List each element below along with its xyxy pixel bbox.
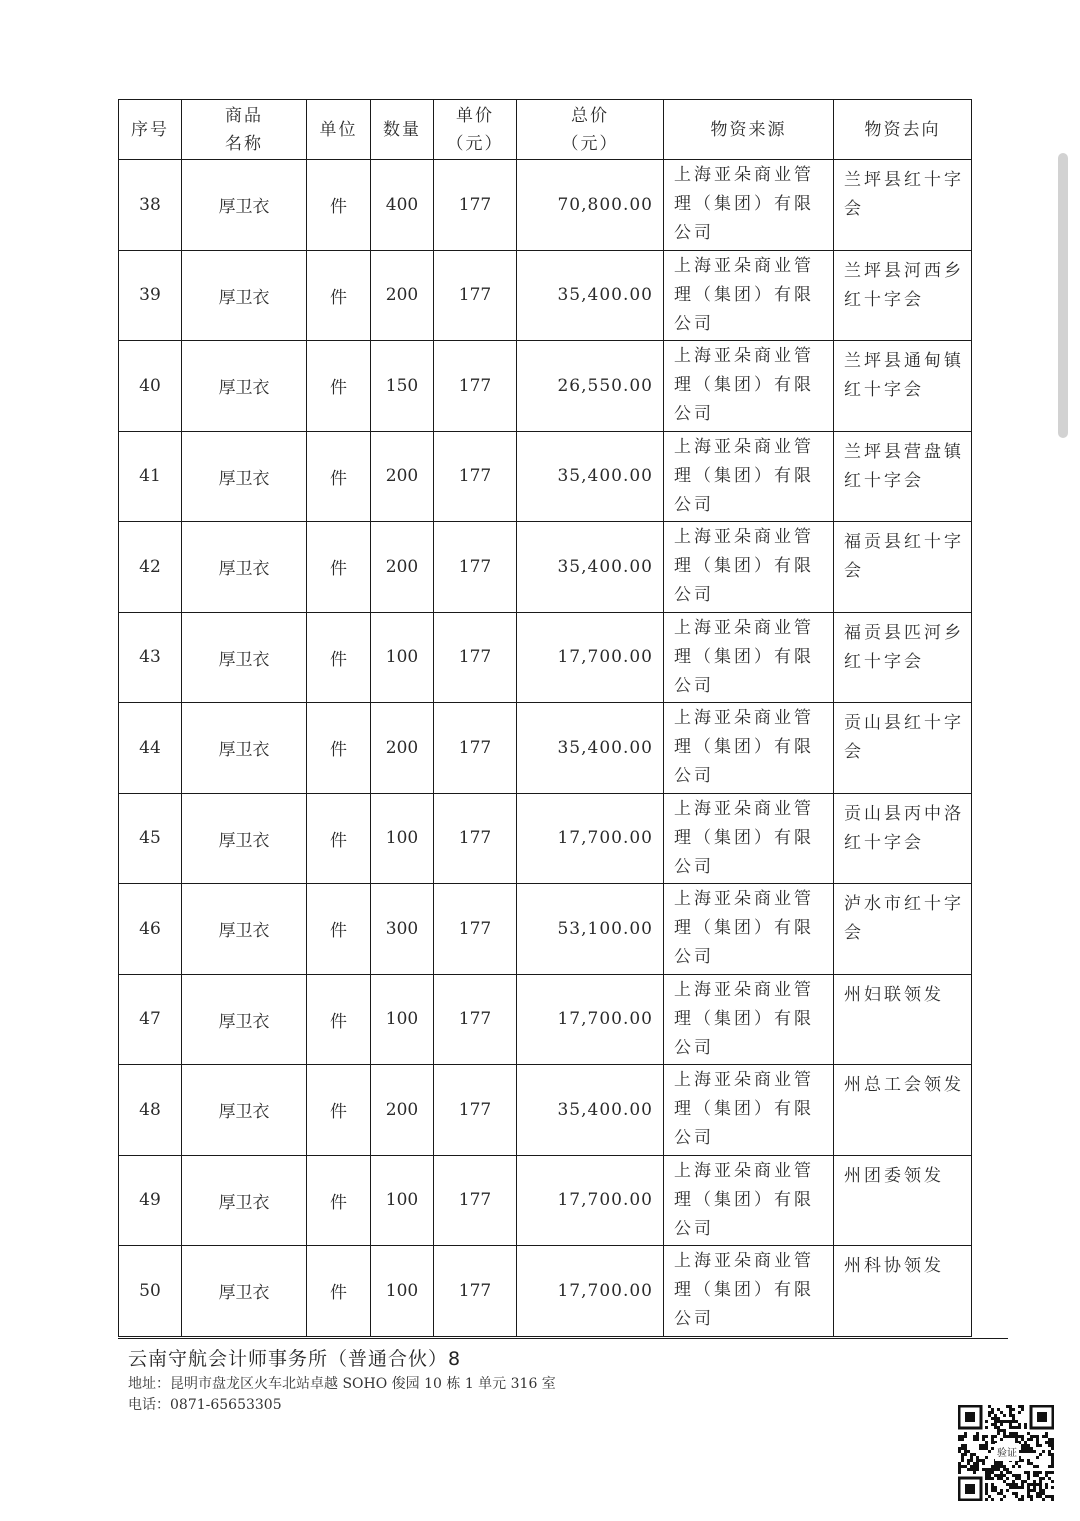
cell-qty: 200: [371, 1065, 434, 1156]
footer-divider: [118, 1338, 1008, 1339]
table-row: [119, 1065, 972, 1156]
cell-unit: 件: [307, 1065, 371, 1156]
cell-qty: 200: [371, 522, 434, 613]
cell-total: 17,700.00: [517, 793, 664, 884]
header-dest: 物资去向: [834, 100, 972, 160]
cell-dest: 州科协领发: [834, 1246, 972, 1337]
cell-unit: 件: [307, 160, 371, 251]
cell-source: 上海亚朵商业管理（集团）有限公司: [664, 793, 834, 884]
table-row: [119, 1246, 972, 1337]
header-total: 总价 （元）: [517, 100, 664, 160]
cell-source: 上海亚朵商业管理（集团）有限公司: [664, 341, 834, 432]
cell-name: 厚卫衣: [182, 160, 307, 251]
cell-unit: 件: [307, 703, 371, 794]
table-row: [119, 1155, 972, 1246]
cell-total: 35,400.00: [517, 1065, 664, 1156]
cell-seq: 50: [119, 1246, 182, 1337]
header-seq: 序号: [119, 100, 182, 160]
cell-price: 177: [434, 522, 517, 613]
cell-name: 厚卫衣: [182, 431, 307, 522]
cell-price: 177: [434, 1065, 517, 1156]
cell-seq: 40: [119, 341, 182, 432]
cell-price: 177: [434, 884, 517, 975]
cell-unit: 件: [307, 1246, 371, 1337]
cell-qty: 150: [371, 341, 434, 432]
table-body: [119, 160, 972, 1337]
cell-qty: 400: [371, 160, 434, 251]
cell-dest: 州妇联领发: [834, 974, 972, 1065]
cell-name: 厚卫衣: [182, 1246, 307, 1337]
cell-seq: 43: [119, 612, 182, 703]
cell-price: 177: [434, 703, 517, 794]
cell-total: 35,400.00: [517, 250, 664, 341]
vertical-scrollbar[interactable]: [1058, 153, 1068, 438]
cell-dest: 兰坪县红十字会: [834, 160, 972, 251]
cell-dest: 州团委领发: [834, 1155, 972, 1246]
cell-unit: 件: [307, 522, 371, 613]
cell-total: 53,100.00: [517, 884, 664, 975]
firm-phone: 电话：0871-65653305: [128, 1397, 282, 1413]
cell-qty: 100: [371, 974, 434, 1065]
cell-price: 177: [434, 160, 517, 251]
table-row: [119, 160, 972, 251]
cell-total: 35,400.00: [517, 703, 664, 794]
goods-table: [118, 99, 972, 1337]
table-row: [119, 431, 972, 522]
cell-unit: 件: [307, 793, 371, 884]
cell-price: 177: [434, 1246, 517, 1337]
cell-total: 17,700.00: [517, 1246, 664, 1337]
cell-name: 厚卫衣: [182, 341, 307, 432]
cell-source: 上海亚朵商业管理（集团）有限公司: [664, 1065, 834, 1156]
cell-dest: 兰坪县河西乡红十字会: [834, 250, 972, 341]
cell-name: 厚卫衣: [182, 612, 307, 703]
cell-total: 17,700.00: [517, 612, 664, 703]
table-row: [119, 612, 972, 703]
cell-unit: 件: [307, 431, 371, 522]
cell-qty: 100: [371, 1155, 434, 1246]
cell-qty: 100: [371, 793, 434, 884]
table-row: [119, 703, 972, 794]
header-name: 商品 名称: [182, 100, 307, 160]
cell-dest: 泸水市红十字会: [834, 884, 972, 975]
cell-dest: 福贡县红十字会: [834, 522, 972, 613]
cell-source: 上海亚朵商业管理（集团）有限公司: [664, 974, 834, 1065]
table-header: [119, 100, 972, 160]
cell-name: 厚卫衣: [182, 250, 307, 341]
qr-code: [958, 1405, 1054, 1501]
cell-seq: 39: [119, 250, 182, 341]
cell-total: 26,550.00: [517, 341, 664, 432]
cell-price: 177: [434, 250, 517, 341]
cell-unit: 件: [307, 1155, 371, 1246]
cell-unit: 件: [307, 250, 371, 341]
cell-dest: 州总工会领发: [834, 1065, 972, 1156]
cell-source: 上海亚朵商业管理（集团）有限公司: [664, 1155, 834, 1246]
cell-source: 上海亚朵商业管理（集团）有限公司: [664, 160, 834, 251]
cell-unit: 件: [307, 884, 371, 975]
cell-qty: 200: [371, 431, 434, 522]
cell-price: 177: [434, 341, 517, 432]
cell-seq: 48: [119, 1065, 182, 1156]
cell-source: 上海亚朵商业管理（集团）有限公司: [664, 612, 834, 703]
cell-qty: 200: [371, 250, 434, 341]
cell-price: 177: [434, 974, 517, 1065]
table-row: [119, 884, 972, 975]
cell-price: 177: [434, 1155, 517, 1246]
cell-qty: 300: [371, 884, 434, 975]
table-row: [119, 250, 972, 341]
cell-source: 上海亚朵商业管理（集团）有限公司: [664, 522, 834, 613]
cell-seq: 38: [119, 160, 182, 251]
cell-dest: 贡山县丙中洛红十字会: [834, 793, 972, 884]
cell-qty: 100: [371, 1246, 434, 1337]
cell-qty: 200: [371, 703, 434, 794]
cell-price: 177: [434, 431, 517, 522]
cell-total: 17,700.00: [517, 1155, 664, 1246]
cell-source: 上海亚朵商业管理（集团）有限公司: [664, 431, 834, 522]
cell-seq: 45: [119, 793, 182, 884]
cell-seq: 42: [119, 522, 182, 613]
cell-total: 17,700.00: [517, 974, 664, 1065]
cell-name: 厚卫衣: [182, 793, 307, 884]
table-row: [119, 522, 972, 613]
cell-total: 35,400.00: [517, 522, 664, 613]
firm-name: 云南守航会计师事务所（普通合伙）8: [128, 1348, 462, 1370]
table-row: [119, 793, 972, 884]
firm-address: 地址：昆明市盘龙区火车北站卓越 SOHO 俊园 10 栋 1 单元 316 室: [128, 1376, 556, 1392]
cell-source: 上海亚朵商业管理（集团）有限公司: [664, 1246, 834, 1337]
header-source: 物资来源: [664, 100, 834, 160]
table-row: [119, 974, 972, 1065]
cell-seq: 41: [119, 431, 182, 522]
header-unit: 单位: [307, 100, 371, 160]
cell-source: 上海亚朵商业管理（集团）有限公司: [664, 703, 834, 794]
cell-seq: 46: [119, 884, 182, 975]
header-qty: 数量: [371, 100, 434, 160]
cell-total: 35,400.00: [517, 431, 664, 522]
table-row: [119, 341, 972, 432]
cell-unit: 件: [307, 341, 371, 432]
cell-source: 上海亚朵商业管理（集团）有限公司: [664, 250, 834, 341]
cell-name: 厚卫衣: [182, 703, 307, 794]
cell-total: 70,800.00: [517, 160, 664, 251]
qr-overlay-text: 验证: [997, 1448, 1017, 1459]
cell-unit: 件: [307, 974, 371, 1065]
cell-price: 177: [434, 612, 517, 703]
cell-name: 厚卫衣: [182, 522, 307, 613]
cell-name: 厚卫衣: [182, 1155, 307, 1246]
cell-price: 177: [434, 793, 517, 884]
cell-seq: 49: [119, 1155, 182, 1246]
cell-name: 厚卫衣: [182, 1065, 307, 1156]
cell-dest: 兰坪县通甸镇红十字会: [834, 341, 972, 432]
header-price: 单价 （元）: [434, 100, 517, 160]
cell-source: 上海亚朵商业管理（集团）有限公司: [664, 884, 834, 975]
cell-seq: 47: [119, 974, 182, 1065]
cell-qty: 100: [371, 612, 434, 703]
cell-name: 厚卫衣: [182, 974, 307, 1065]
cell-name: 厚卫衣: [182, 884, 307, 975]
cell-dest: 贡山县红十字会: [834, 703, 972, 794]
cell-unit: 件: [307, 612, 371, 703]
cell-dest: 福贡县匹河乡红十字会: [834, 612, 972, 703]
cell-seq: 44: [119, 703, 182, 794]
cell-dest: 兰坪县营盘镇红十字会: [834, 431, 972, 522]
